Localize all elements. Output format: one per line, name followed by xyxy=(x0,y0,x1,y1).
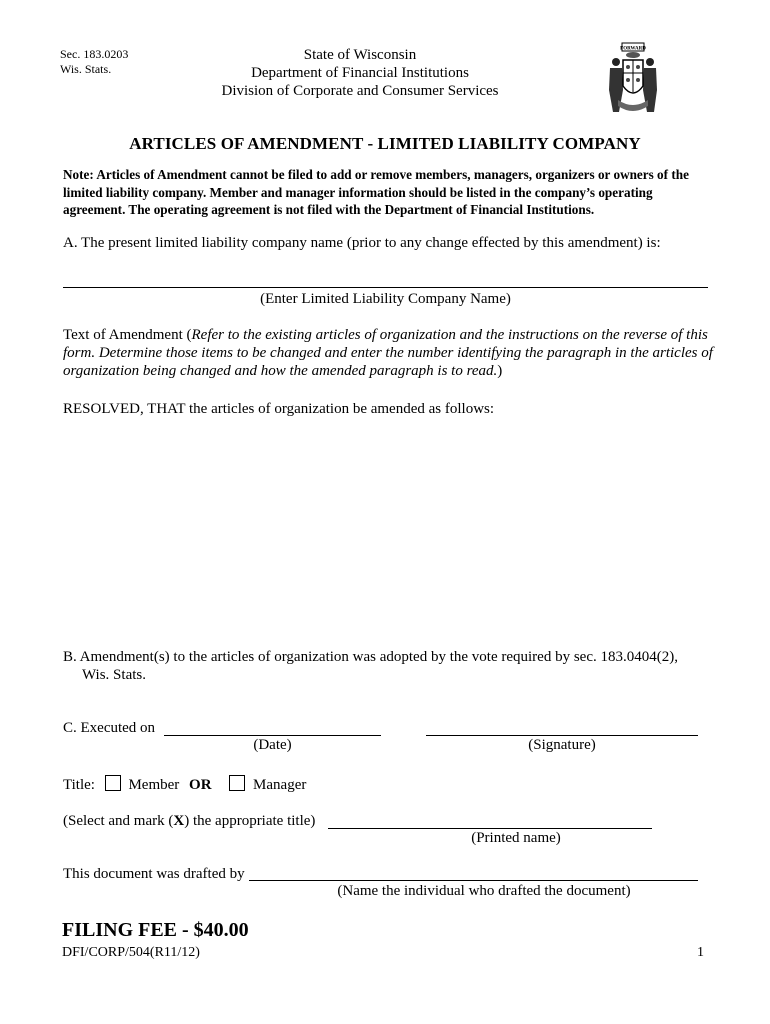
division-name: Division of Corporate and Consumer Services xyxy=(221,83,499,99)
agency-header xyxy=(180,46,540,100)
select-post: ) the appropriate title) xyxy=(184,813,316,829)
drafter-caption: (Name the individual who drafted the document) xyxy=(337,883,631,899)
printed-name-caption: (Printed name) xyxy=(471,830,561,846)
member-label: Member xyxy=(128,777,180,793)
form-number: DFI/CORP/504(R11/12) xyxy=(62,945,200,960)
amendment-lead: Text of Amendment ( xyxy=(63,327,192,343)
printed-name-field[interactable] xyxy=(328,828,652,829)
wisconsin-seal-icon xyxy=(604,40,662,118)
signature-field[interactable] xyxy=(426,735,698,736)
title-row xyxy=(63,775,306,794)
date-caption: (Date) xyxy=(253,737,292,753)
filing-fee: FILING FEE - $40.00 xyxy=(62,919,249,941)
llc-name-caption: (Enter Limited Liability Company Name) xyxy=(260,291,511,307)
statute-section: Sec. 183.0203 xyxy=(60,47,129,61)
statute-reference xyxy=(60,47,128,77)
filing-note: Note: Articles of Amendment cannot be filed to add or remove members, managers, organizers or owners of the limited liability company. Member and manager information should be listed in the company’s operating agreement. The operating agreement is not filed with the Department of Financial Institutions. xyxy=(63,167,689,217)
seal-motto: FORWARD xyxy=(620,46,646,52)
manager-checkbox[interactable] xyxy=(229,775,245,791)
amendment-trail: ) xyxy=(497,363,503,379)
state-name: State of Wisconsin xyxy=(303,47,417,63)
llc-name-field[interactable] xyxy=(63,287,708,288)
department-name: Department of Financial Institutions xyxy=(251,65,469,81)
section-b-text xyxy=(63,648,743,684)
manager-label: Manager xyxy=(253,777,307,793)
date-field[interactable] xyxy=(164,735,381,736)
form-title: ARTICLES OF AMENDMENT - LIMITED LIABILITY COMPANY xyxy=(129,134,641,153)
text-of-amendment xyxy=(63,326,713,380)
executed-on-label: C. Executed on xyxy=(63,720,156,736)
section-b-line2: Wis. Stats. xyxy=(82,667,146,683)
select-x: X xyxy=(173,813,185,829)
section-a-text: A. The present limited liability company name (prior to any change effected by this amendment) is: xyxy=(63,235,661,251)
drafted-by-label: This document was drafted by xyxy=(63,866,245,882)
resolved-statement: RESOLVED, THAT the articles of organization be amended as follows: xyxy=(63,401,495,417)
drafter-name-field[interactable] xyxy=(249,880,698,881)
page-number: 1 xyxy=(697,945,704,960)
statute-source: Wis. Stats. xyxy=(60,62,112,76)
section-b-line1: B. Amendment(s) to the articles of organization was adopted by the vote required by sec. 183.0404(2), xyxy=(63,649,678,665)
signature-caption: (Signature) xyxy=(528,737,596,753)
or-label: OR xyxy=(189,777,212,793)
amendment-instructions: Refer to the existing articles of organization and the instructions on the reverse of this form. Determine those items to be changed and enter the number identifying the paragraph in the articles of organization being changed and how the amended paragraph is to read. xyxy=(63,327,713,379)
amendment-text-area[interactable] xyxy=(63,425,708,635)
title-label: Title: xyxy=(63,777,95,793)
member-checkbox[interactable] xyxy=(105,775,121,791)
select-pre: (Select and mark ( xyxy=(63,813,174,829)
select-instruction xyxy=(63,812,315,830)
